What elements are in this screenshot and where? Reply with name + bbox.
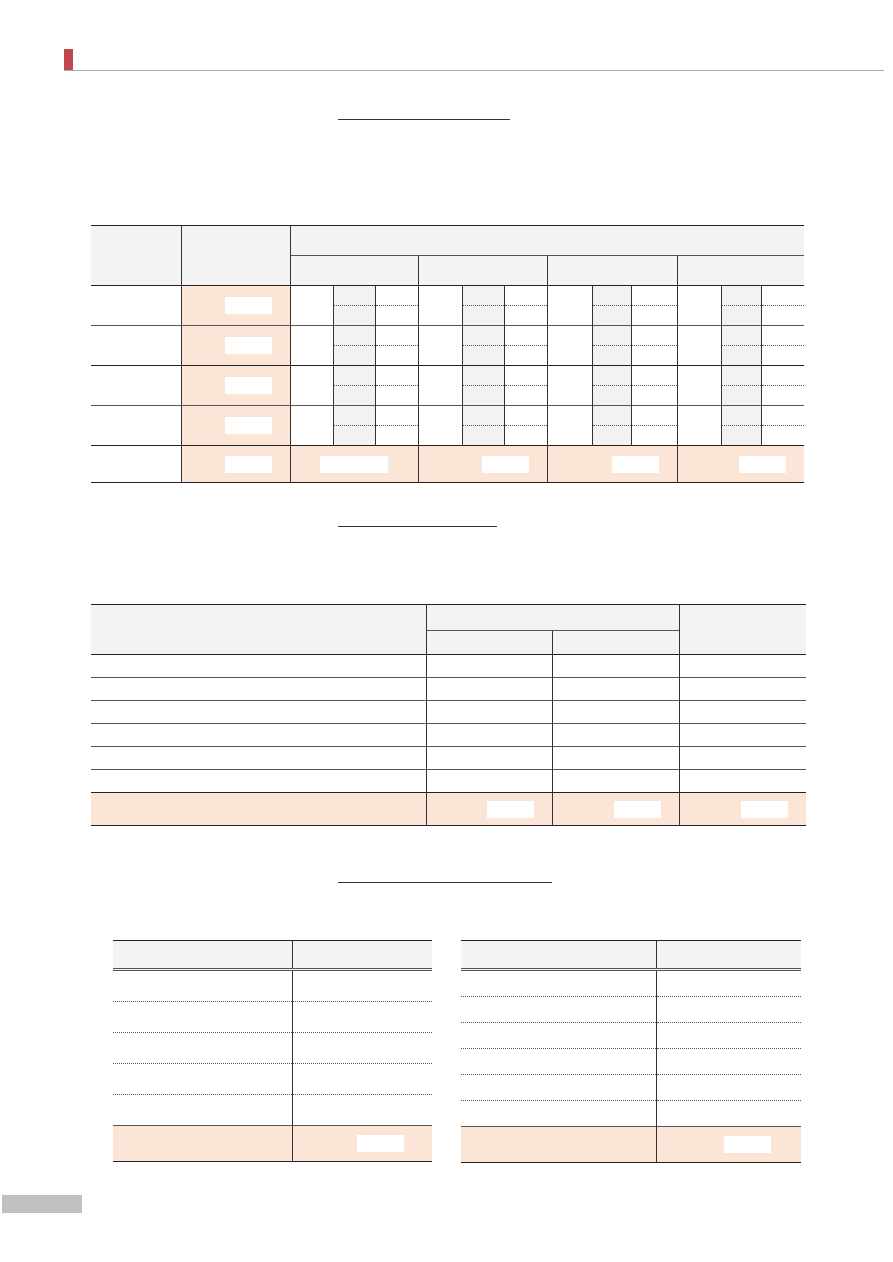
summary-c bbox=[679, 793, 806, 826]
section-3-title bbox=[338, 882, 552, 883]
table-row bbox=[461, 1049, 801, 1075]
table-1-header-row-1 bbox=[91, 226, 804, 256]
value-box bbox=[357, 1135, 404, 1152]
table-1-header-col1 bbox=[91, 226, 181, 286]
table-2-header-last bbox=[679, 605, 806, 655]
section-1-title bbox=[338, 119, 510, 120]
table-row bbox=[113, 1033, 432, 1064]
summary-group-2 bbox=[419, 446, 548, 483]
table-2-subheader-2 bbox=[552, 631, 679, 655]
table-row bbox=[461, 1023, 801, 1049]
table-1-subheader-2 bbox=[419, 256, 548, 286]
table-1 bbox=[91, 225, 804, 483]
row-label bbox=[91, 406, 181, 446]
table-3-header-col1 bbox=[113, 941, 292, 970]
row-value bbox=[181, 286, 290, 326]
table-row bbox=[91, 286, 804, 306]
summary-value bbox=[181, 446, 290, 483]
summary-label bbox=[113, 1126, 292, 1162]
summary-value bbox=[656, 1127, 801, 1163]
summary-label bbox=[91, 446, 181, 483]
summary-value bbox=[292, 1126, 432, 1162]
value-box bbox=[225, 377, 272, 394]
row-label bbox=[91, 366, 181, 406]
table-2-summary-row bbox=[91, 793, 806, 826]
summary-label bbox=[91, 793, 426, 826]
table-2-header-group bbox=[426, 605, 679, 631]
table-3-header-col2 bbox=[292, 941, 432, 970]
table-row bbox=[461, 1075, 801, 1101]
table-4-header-col2 bbox=[656, 941, 801, 970]
table-row bbox=[461, 997, 801, 1023]
table-row bbox=[91, 406, 804, 426]
value-box bbox=[225, 337, 272, 354]
table-row bbox=[91, 747, 806, 770]
table-1-subheader-4 bbox=[677, 256, 804, 286]
table-2-subheader-1 bbox=[426, 631, 552, 655]
table-1-subheader-3 bbox=[547, 256, 677, 286]
table-1-header-group bbox=[290, 226, 804, 256]
section-2-title bbox=[338, 526, 497, 527]
table-row bbox=[91, 366, 804, 386]
row-value bbox=[181, 366, 290, 406]
table-row bbox=[461, 1101, 801, 1127]
table-row bbox=[91, 770, 806, 793]
table-row bbox=[91, 326, 804, 346]
value-box bbox=[487, 801, 534, 818]
value-box bbox=[741, 801, 788, 818]
row-label bbox=[91, 286, 181, 326]
table-4-header-row bbox=[461, 941, 801, 970]
header-rule bbox=[64, 70, 884, 71]
row-value bbox=[181, 406, 290, 446]
table-3-summary-row bbox=[113, 1126, 432, 1162]
table-2 bbox=[91, 604, 806, 826]
summary-a bbox=[426, 793, 552, 826]
value-box bbox=[320, 456, 388, 473]
summary-group-3 bbox=[547, 446, 677, 483]
row-value bbox=[181, 326, 290, 366]
table-row bbox=[461, 970, 801, 997]
header-marker-icon bbox=[64, 49, 73, 71]
table-row bbox=[91, 678, 806, 701]
table-3-header-row bbox=[113, 941, 432, 970]
value-box bbox=[739, 456, 786, 473]
table-2-header-col1 bbox=[91, 605, 426, 655]
table-2-header-row-1 bbox=[91, 605, 806, 631]
value-box bbox=[225, 417, 272, 434]
table-4-header-col1 bbox=[461, 941, 656, 970]
table-row bbox=[91, 701, 806, 724]
value-box bbox=[724, 1136, 771, 1153]
value-box bbox=[482, 456, 529, 473]
summary-group-4 bbox=[677, 446, 804, 483]
table-4 bbox=[461, 940, 801, 1163]
table-1-header-col2 bbox=[181, 226, 290, 286]
table-4-summary-row bbox=[461, 1127, 801, 1163]
value-box bbox=[612, 456, 659, 473]
table-row bbox=[113, 970, 432, 1002]
table-3 bbox=[113, 940, 432, 1162]
table-row bbox=[91, 724, 806, 747]
table-row bbox=[113, 1095, 432, 1126]
value-box bbox=[225, 297, 272, 314]
table-row bbox=[91, 655, 806, 678]
summary-b bbox=[552, 793, 679, 826]
table-row bbox=[113, 1064, 432, 1095]
summary-group-1 bbox=[290, 446, 419, 483]
table-1-subheader-1 bbox=[290, 256, 419, 286]
value-box bbox=[614, 801, 661, 818]
value-box bbox=[225, 456, 272, 473]
table-1-summary-row bbox=[91, 446, 804, 483]
row-label bbox=[91, 326, 181, 366]
table-row bbox=[113, 1002, 432, 1033]
page-number-tab bbox=[2, 1195, 82, 1213]
summary-label bbox=[461, 1127, 656, 1163]
